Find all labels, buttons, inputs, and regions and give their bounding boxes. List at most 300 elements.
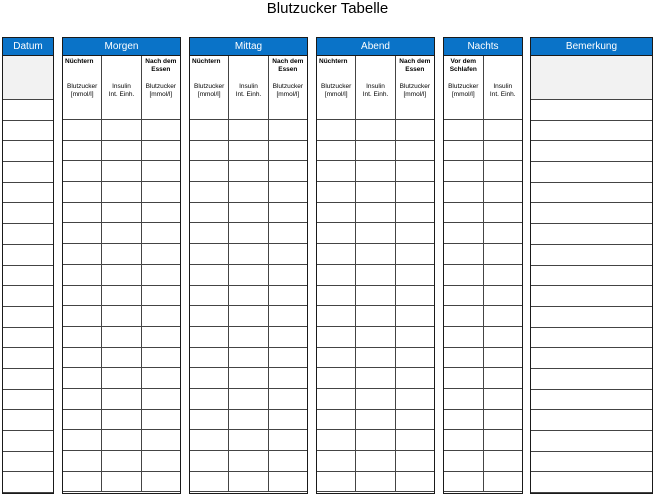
col-unit-label (445, 83, 482, 99)
table-cell[interactable] (484, 368, 523, 388)
table-cell[interactable] (531, 266, 652, 286)
table-cell[interactable] (63, 161, 102, 181)
datum-header: Datum (3, 38, 53, 56)
table-row (63, 430, 180, 451)
table-cell[interactable] (102, 182, 141, 202)
table-cell[interactable] (484, 410, 523, 430)
table-cell[interactable] (190, 348, 229, 368)
table-cell[interactable] (3, 121, 53, 141)
table-cell[interactable] (356, 203, 395, 223)
table-row (63, 451, 180, 472)
table-cell[interactable] (63, 286, 102, 306)
table-cell[interactable] (317, 265, 356, 285)
table-row (317, 120, 434, 141)
table-cell[interactable] (63, 244, 102, 264)
table-cell[interactable] (484, 327, 523, 347)
table-cell[interactable] (229, 451, 268, 471)
table-cell[interactable] (396, 182, 434, 202)
table-cell[interactable] (102, 348, 141, 368)
table-cell[interactable] (444, 327, 484, 347)
table-cell[interactable] (190, 368, 229, 388)
table-cell[interactable] (142, 368, 180, 388)
table-cell[interactable] (229, 327, 268, 347)
table-cell[interactable] (396, 244, 434, 264)
table-cell[interactable] (229, 472, 268, 492)
table-row (317, 327, 434, 348)
table-row (317, 451, 434, 472)
table-cell[interactable] (269, 430, 307, 450)
table-cell[interactable] (531, 245, 652, 265)
table-cell[interactable] (269, 223, 307, 243)
table-cell[interactable] (63, 223, 102, 243)
table-cell[interactable] (142, 203, 180, 223)
table-cell[interactable] (317, 389, 356, 409)
unit-line-1: Blutzucker (448, 83, 479, 90)
table-cell[interactable] (531, 162, 652, 182)
table-cell[interactable] (317, 306, 356, 326)
table-cell[interactable] (269, 389, 307, 409)
table-cell[interactable] (484, 306, 523, 326)
table-cell[interactable] (444, 451, 484, 471)
table-cell[interactable] (102, 368, 141, 388)
table-cell[interactable] (484, 451, 523, 471)
table-cell[interactable] (531, 472, 652, 492)
table-cell[interactable] (317, 472, 356, 492)
table-cell[interactable] (444, 161, 484, 181)
table-cell[interactable] (444, 120, 484, 140)
table-cell[interactable] (3, 410, 53, 430)
table-row (317, 348, 434, 369)
table-cell[interactable] (269, 327, 307, 347)
table-cell[interactable] (102, 389, 141, 409)
table-row (317, 472, 434, 493)
table-cell[interactable] (142, 265, 180, 285)
table-row (3, 121, 53, 142)
table-cell[interactable] (3, 452, 53, 472)
table-cell[interactable] (356, 451, 395, 471)
table-cell[interactable] (102, 265, 141, 285)
table-cell[interactable] (190, 430, 229, 450)
table-cell[interactable] (229, 286, 268, 306)
table-cell[interactable] (444, 410, 484, 430)
unit-line-2: [mmol/l] (149, 91, 173, 98)
table-cell[interactable] (190, 286, 229, 306)
table-cell[interactable] (190, 472, 229, 492)
col-unit-label (485, 83, 522, 99)
table-cell[interactable] (356, 223, 395, 243)
table-cell[interactable] (484, 265, 523, 285)
table-cell[interactable] (142, 389, 180, 409)
table-cell[interactable] (444, 472, 484, 492)
table-cell[interactable] (484, 182, 523, 202)
table-cell[interactable] (142, 430, 180, 450)
table-cell[interactable] (444, 368, 484, 388)
table-cell[interactable] (3, 141, 53, 161)
table-row (3, 266, 53, 287)
table-cell[interactable] (356, 182, 395, 202)
table-cell[interactable] (444, 244, 484, 264)
table-cell[interactable] (229, 410, 268, 430)
table-row (317, 161, 434, 182)
bemerkung-column (530, 37, 653, 494)
table-cell[interactable] (484, 472, 523, 492)
table-cell[interactable] (102, 451, 141, 471)
datum-column (2, 37, 54, 494)
table-row (190, 430, 307, 451)
table-row (63, 161, 180, 182)
table-cell[interactable] (3, 224, 53, 244)
table-cell[interactable] (3, 203, 53, 223)
mittag-subheader (190, 56, 307, 120)
table-cell[interactable] (3, 348, 53, 368)
table-cell[interactable] (63, 203, 102, 223)
table-cell[interactable] (484, 348, 523, 368)
table-row (63, 348, 180, 369)
table-cell[interactable] (396, 223, 434, 243)
table-cell[interactable] (269, 161, 307, 181)
table-cell[interactable] (531, 183, 652, 203)
table-cell[interactable] (63, 306, 102, 326)
table-cell[interactable] (484, 430, 523, 450)
table-cell[interactable] (63, 451, 102, 471)
table-cell[interactable] (444, 430, 484, 450)
table-cell[interactable] (190, 389, 229, 409)
table-cell[interactable] (3, 286, 53, 306)
table-row (531, 183, 652, 204)
table-cell[interactable] (356, 348, 395, 368)
table-row (531, 203, 652, 224)
table-row (190, 348, 307, 369)
table-cell[interactable] (190, 141, 229, 161)
table-cell[interactable] (484, 286, 523, 306)
table-cell[interactable] (317, 203, 356, 223)
table-cell[interactable] (531, 328, 652, 348)
table-row (190, 120, 307, 141)
table-cell[interactable] (396, 161, 434, 181)
table-cell[interactable] (444, 223, 484, 243)
table-cell[interactable] (102, 161, 141, 181)
table-cell[interactable] (317, 348, 356, 368)
table-cell[interactable] (229, 141, 268, 161)
table-cell[interactable] (531, 121, 652, 141)
table-cell[interactable] (229, 389, 268, 409)
table-cell[interactable] (484, 161, 523, 181)
table-cell[interactable] (63, 430, 102, 450)
table-cell[interactable] (484, 389, 523, 409)
table-cell[interactable] (142, 348, 180, 368)
table-row (444, 223, 522, 244)
table-cell[interactable] (531, 410, 652, 430)
table-cell[interactable] (190, 203, 229, 223)
table-cell[interactable] (63, 348, 102, 368)
table-cell[interactable] (356, 120, 395, 140)
table-cell[interactable] (190, 244, 229, 264)
unit-line-1: Insulin (112, 83, 131, 90)
table-cell[interactable] (356, 141, 395, 161)
table-cell[interactable] (356, 265, 395, 285)
table-cell[interactable] (269, 120, 307, 140)
table-cell[interactable] (531, 224, 652, 244)
table-cell[interactable] (269, 348, 307, 368)
table-row (3, 452, 53, 473)
table-cell[interactable] (396, 327, 434, 347)
table-cell[interactable] (142, 141, 180, 161)
table-cell[interactable] (317, 327, 356, 347)
table-row (63, 244, 180, 265)
table-cell[interactable] (484, 141, 523, 161)
table-row (531, 141, 652, 162)
table-cell[interactable] (229, 430, 268, 450)
table-cell[interactable] (396, 430, 434, 450)
table-cell[interactable] (317, 223, 356, 243)
table-cell[interactable] (102, 472, 141, 492)
table-cell[interactable] (269, 451, 307, 471)
table-cell[interactable] (63, 265, 102, 285)
table-cell[interactable] (190, 306, 229, 326)
table-row (531, 390, 652, 411)
table-cell[interactable] (484, 244, 523, 264)
table-cell[interactable] (63, 182, 102, 202)
table-cell[interactable] (229, 348, 268, 368)
table-cell[interactable] (190, 182, 229, 202)
table-cell[interactable] (317, 410, 356, 430)
morgen-nuechtern-col (63, 56, 102, 119)
col-unit-label (397, 83, 433, 99)
unit-line-1: Blutzucker (320, 83, 352, 90)
unit-line-1: Insulin (366, 83, 385, 90)
table-cell[interactable] (396, 265, 434, 285)
table-cell[interactable] (356, 368, 395, 388)
table-row (3, 245, 53, 266)
table-cell[interactable] (269, 368, 307, 388)
table-cell[interactable] (102, 203, 141, 223)
table-cell[interactable] (317, 286, 356, 306)
table-cell[interactable] (142, 451, 180, 471)
table-cell[interactable] (142, 472, 180, 492)
table-row (531, 245, 652, 266)
table-cell[interactable] (3, 162, 53, 182)
table-cell[interactable] (317, 244, 356, 264)
table-cell[interactable] (269, 286, 307, 306)
morgen-header: Morgen (63, 38, 180, 56)
table-cell[interactable] (229, 306, 268, 326)
table-cell[interactable] (3, 390, 53, 410)
table-cell[interactable] (317, 430, 356, 450)
morgen-subheader (63, 56, 180, 120)
table-cell[interactable] (190, 451, 229, 471)
table-cell[interactable] (484, 203, 523, 223)
table-row (63, 368, 180, 389)
table-cell[interactable] (3, 369, 53, 389)
table-cell[interactable] (142, 182, 180, 202)
table-cell[interactable] (396, 389, 434, 409)
table-cell[interactable] (63, 120, 102, 140)
table-cell[interactable] (3, 183, 53, 203)
table-cell[interactable] (142, 306, 180, 326)
table-cell[interactable] (356, 306, 395, 326)
table-cell[interactable] (3, 245, 53, 265)
table-cell[interactable] (317, 161, 356, 181)
table-cell[interactable] (317, 120, 356, 140)
table-cell[interactable] (3, 328, 53, 348)
table-cell[interactable] (142, 410, 180, 430)
table-cell[interactable] (63, 472, 102, 492)
table-cell[interactable] (356, 327, 395, 347)
table-cell[interactable] (229, 244, 268, 264)
table-cell[interactable] (531, 348, 652, 368)
table-cell[interactable] (356, 244, 395, 264)
table-cell[interactable] (102, 141, 141, 161)
morgen-nach-essen-col (142, 56, 180, 119)
col-top-label: Nüchtern (192, 58, 221, 65)
table-cell[interactable] (229, 120, 268, 140)
nachts-insulin-col (484, 56, 523, 119)
table-cell[interactable] (356, 286, 395, 306)
table-cell[interactable] (269, 472, 307, 492)
table-cell[interactable] (396, 410, 434, 430)
table-cell[interactable] (102, 410, 141, 430)
table-cell[interactable] (444, 203, 484, 223)
table-cell[interactable] (444, 182, 484, 202)
table-cell[interactable] (190, 223, 229, 243)
table-cell[interactable] (190, 120, 229, 140)
table-cell[interactable] (531, 307, 652, 327)
table-cell[interactable] (396, 306, 434, 326)
table-cell[interactable] (229, 203, 268, 223)
table-cell[interactable] (356, 430, 395, 450)
table-cell[interactable] (269, 306, 307, 326)
table-cell[interactable] (102, 120, 141, 140)
table-cell[interactable] (269, 203, 307, 223)
table-cell[interactable] (142, 161, 180, 181)
table-cell[interactable] (63, 410, 102, 430)
table-cell[interactable] (531, 452, 652, 472)
unit-line-1: Blutzucker (66, 83, 98, 90)
table-cell[interactable] (269, 182, 307, 202)
table-cell[interactable] (102, 327, 141, 347)
table-cell[interactable] (531, 431, 652, 451)
table-cell[interactable] (102, 430, 141, 450)
table-cell[interactable] (356, 472, 395, 492)
nachts-subheader (444, 56, 522, 120)
table-row (3, 162, 53, 183)
table-cell[interactable] (190, 161, 229, 181)
table-row (3, 410, 53, 431)
table-cell[interactable] (531, 286, 652, 306)
table-row (63, 410, 180, 431)
table-cell[interactable] (102, 306, 141, 326)
mittag-group (189, 37, 308, 494)
table-cell[interactable] (317, 368, 356, 388)
table-cell[interactable] (63, 368, 102, 388)
table-cell[interactable] (190, 410, 229, 430)
table-cell[interactable] (444, 306, 484, 326)
table-cell[interactable] (142, 223, 180, 243)
table-cell[interactable] (317, 141, 356, 161)
table-cell[interactable] (531, 369, 652, 389)
table-cell[interactable] (444, 389, 484, 409)
table-row (190, 368, 307, 389)
nachts-vor-schlafen-col (444, 56, 484, 119)
table-cell[interactable] (190, 265, 229, 285)
table-row (63, 327, 180, 348)
table-cell[interactable] (102, 244, 141, 264)
table-cell[interactable] (142, 327, 180, 347)
table-cell[interactable] (229, 223, 268, 243)
table-cell[interactable] (356, 410, 395, 430)
col-unit-label (318, 83, 354, 99)
table-cell[interactable] (396, 203, 434, 223)
table-cell[interactable] (63, 327, 102, 347)
table-cell[interactable] (102, 223, 141, 243)
table-cell[interactable] (396, 368, 434, 388)
table-cell[interactable] (444, 265, 484, 285)
table-cell[interactable] (531, 100, 652, 120)
table-cell[interactable] (269, 141, 307, 161)
table-cell[interactable] (63, 141, 102, 161)
table-cell[interactable] (356, 389, 395, 409)
table-row (317, 306, 434, 327)
table-cell[interactable] (396, 348, 434, 368)
table-cell[interactable] (3, 307, 53, 327)
table-cell[interactable] (317, 451, 356, 471)
table-cell[interactable] (396, 141, 434, 161)
table-cell[interactable] (269, 410, 307, 430)
table-cell[interactable] (229, 265, 268, 285)
table-cell[interactable] (396, 472, 434, 492)
nachts-rows (444, 120, 522, 492)
table-row (444, 348, 522, 369)
table-cell[interactable] (142, 286, 180, 306)
table-cell[interactable] (484, 120, 523, 140)
table-cell[interactable] (484, 223, 523, 243)
table-cell[interactable] (396, 120, 434, 140)
table-cell[interactable] (396, 451, 434, 471)
morgen-group (62, 37, 181, 494)
table-row (3, 203, 53, 224)
table-cell[interactable] (229, 368, 268, 388)
unit-line-2: Int. Einh. (108, 91, 135, 98)
table-cell[interactable] (269, 244, 307, 264)
unit-line-2: [mmol/l] (276, 91, 300, 98)
table-row (190, 203, 307, 224)
table-cell[interactable] (142, 244, 180, 264)
table-cell[interactable] (190, 327, 229, 347)
table-cell[interactable] (229, 182, 268, 202)
table-row (190, 451, 307, 472)
table-cell[interactable] (269, 265, 307, 285)
table-cell[interactable] (444, 286, 484, 306)
table-cell[interactable] (142, 120, 180, 140)
table-cell[interactable] (444, 348, 484, 368)
table-cell[interactable] (531, 390, 652, 410)
table-cell[interactable] (229, 161, 268, 181)
table-cell[interactable] (317, 182, 356, 202)
table-cell[interactable] (531, 203, 652, 223)
table-cell[interactable] (444, 141, 484, 161)
table-cell[interactable] (3, 266, 53, 286)
table-cell[interactable] (102, 286, 141, 306)
table-cell[interactable] (3, 472, 53, 492)
morgen-rows (63, 120, 180, 492)
table-cell[interactable] (63, 389, 102, 409)
table-cell[interactable] (531, 141, 652, 161)
table-cell[interactable] (3, 100, 53, 120)
table-cell[interactable] (396, 286, 434, 306)
table-cell[interactable] (3, 431, 53, 451)
nachts-header: Nachts (444, 38, 522, 56)
table-cell[interactable] (356, 161, 395, 181)
